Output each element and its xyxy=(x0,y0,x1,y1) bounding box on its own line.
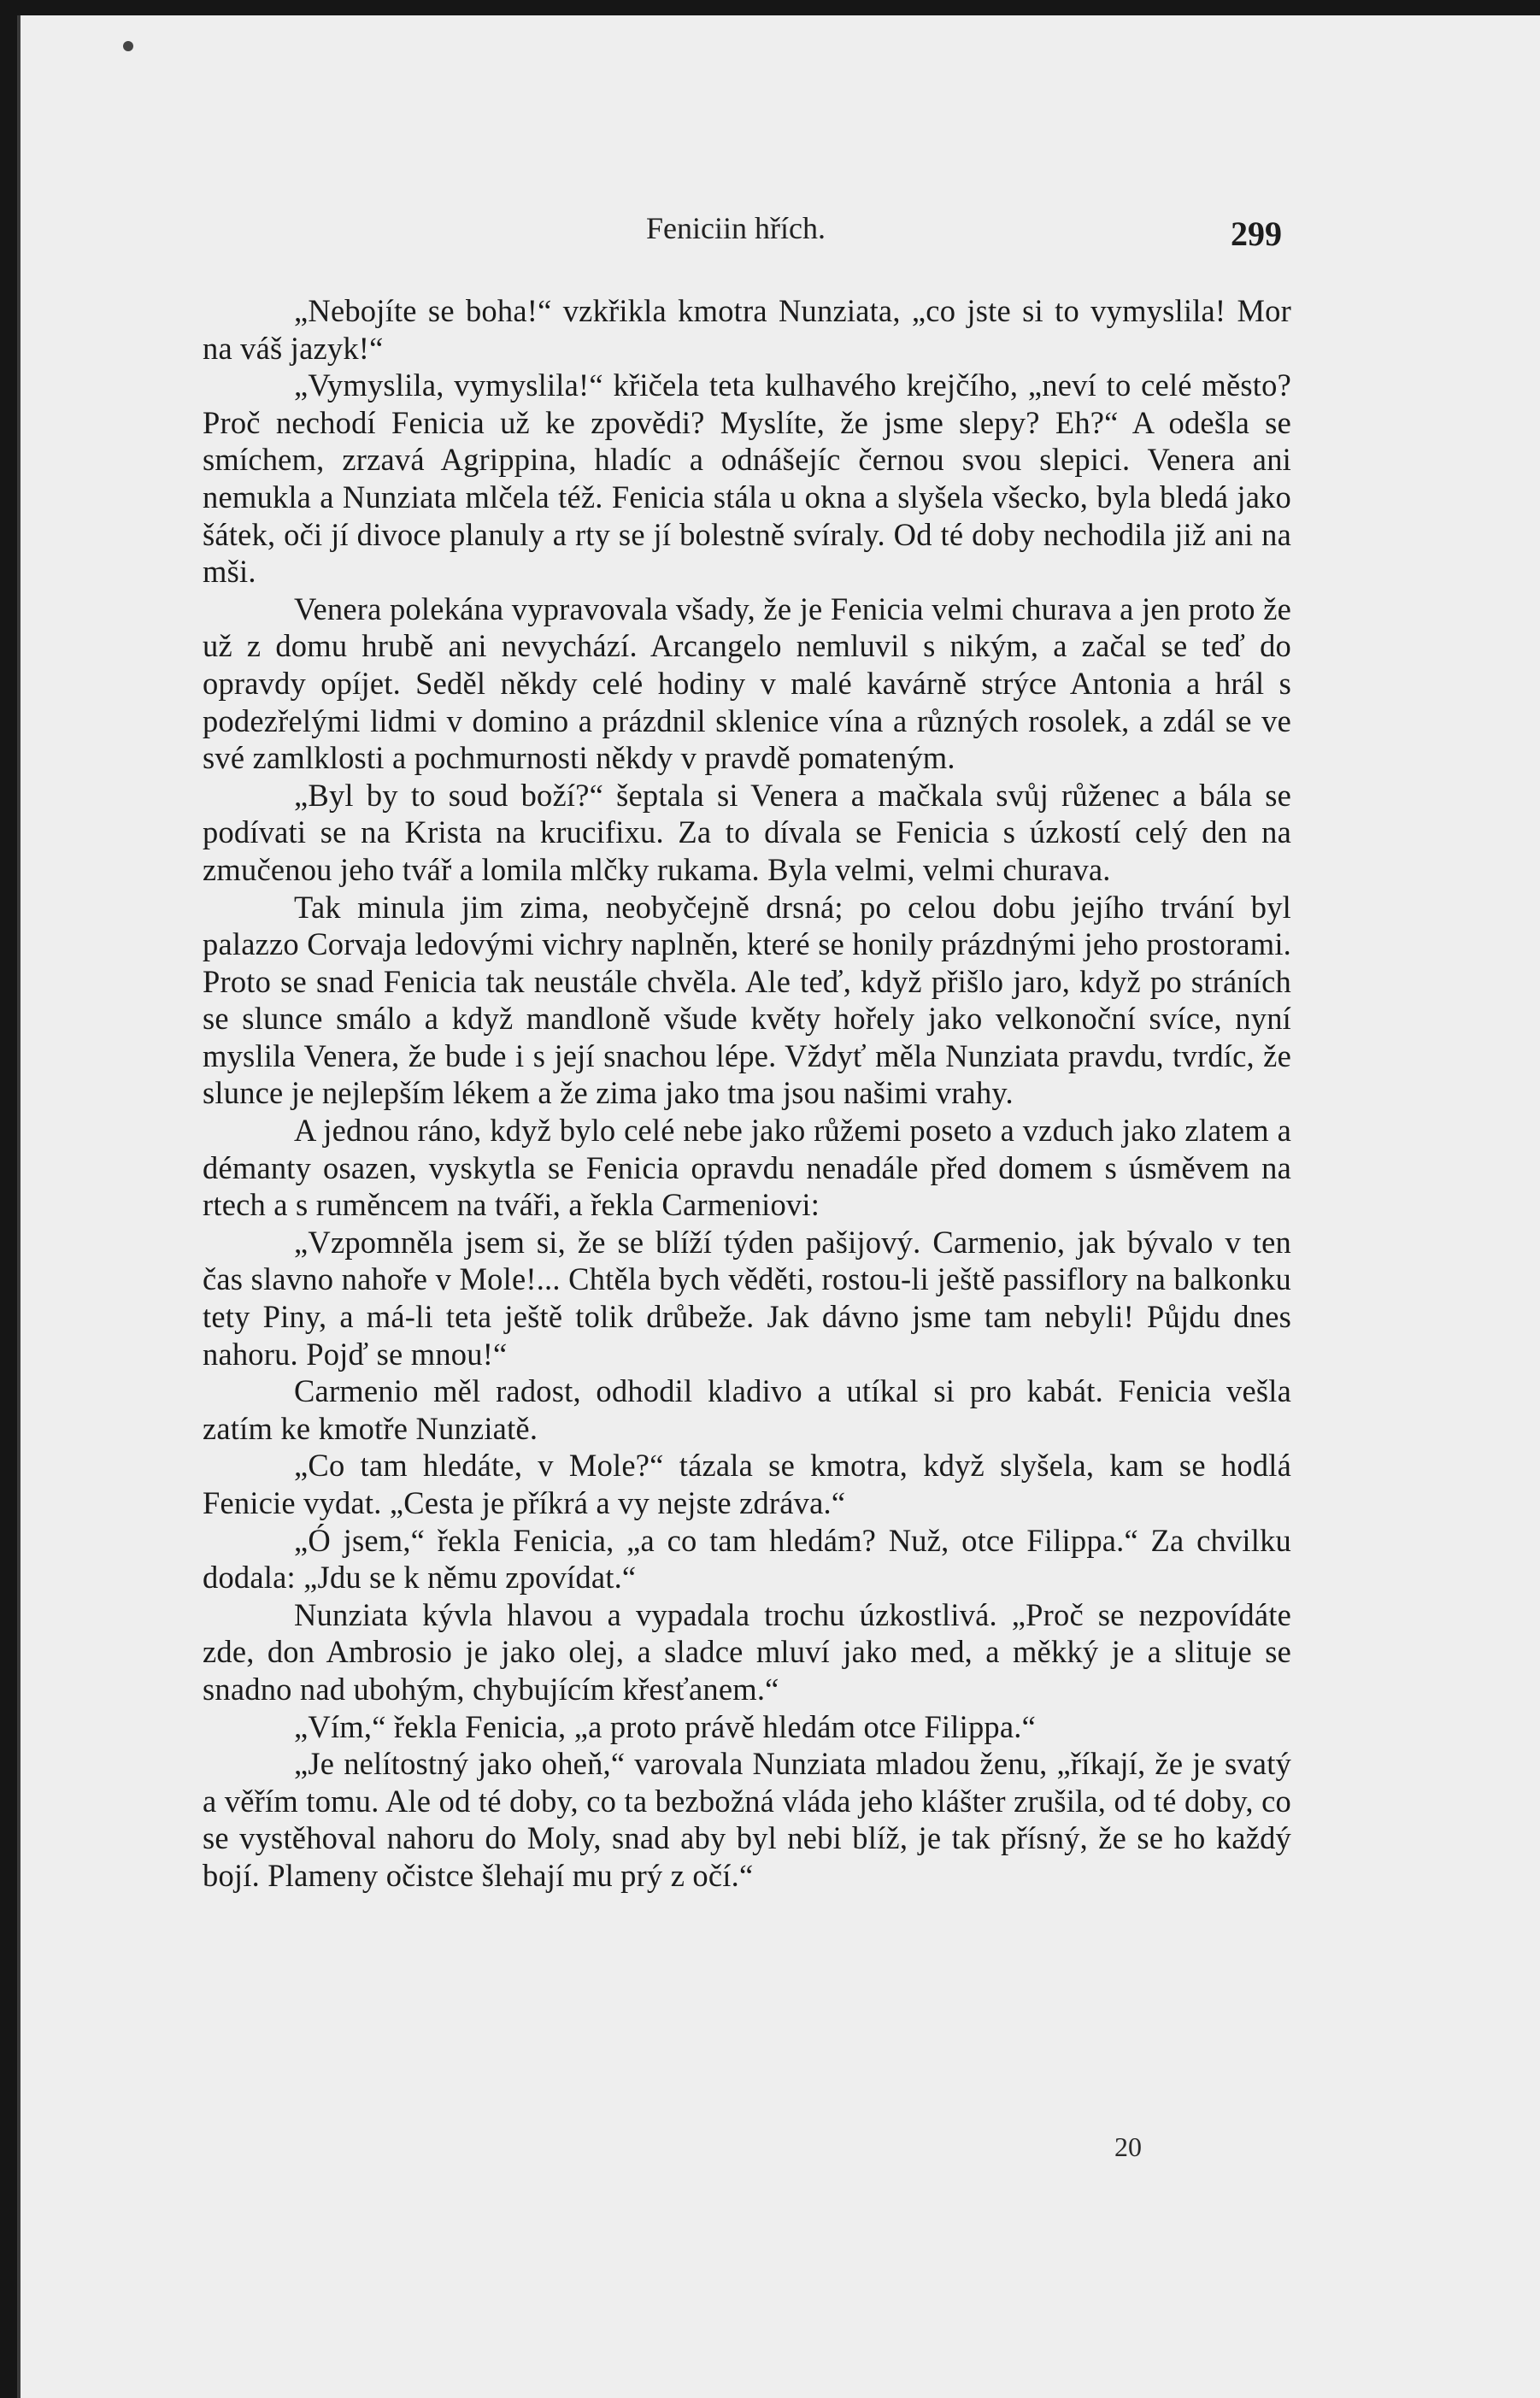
book-page xyxy=(17,15,1540,2398)
running-head-title: Feniciin hřích. xyxy=(646,211,826,245)
paragraph: „Co tam hledáte, v Mole?“ tázala se kmotra, když slyšela, kam se hodlá Fenicie vydat. „Cesta je příkrá a vy nejste zdráva.“ xyxy=(203,1448,1291,1520)
signature-mark: 20 xyxy=(1114,2131,1142,2162)
paragraph: Carmenio měl radost, odhodil kladivo a utíkal si pro kabát. Fenicia vešla zatím ke kmotře Nunziatě. xyxy=(203,1373,1291,1446)
paragraph: „Vím,“ řekla Fenicia, „a proto právě hledám otce Filippa.“ xyxy=(294,1708,1036,1744)
page-number: 299 xyxy=(1231,215,1282,253)
ink-blot xyxy=(123,41,133,51)
paragraph: „Vzpomněla jsem si, že se blíží týden pašijový. Carmenio, jak bývalo v ten čas slavno nahoře v Mole!... Chtěla bych věděti, rostou-li ještě passiflory na balkonku tety Piny, a má-li teta ještě tolik drůbeže. Jak dávno jsme tam nebyli! Půjdu dnes nahoru. Pojď se mnou!“ xyxy=(203,1224,1291,1372)
paragraph: „Ó jsem,“ řekla Fenicia, „a co tam hledám? Nuž, otce Filippa.“ Za chvilku dodala: „Jdu se k němu zpovídat.“ xyxy=(203,1522,1291,1596)
paragraph: „Nebojíte se boha!“ vzkřikla kmotra Nunziata, „co jste si to vymyslila! Mor na váš jazyk!“ xyxy=(203,293,1291,366)
paragraph: Nunziata kývla hlavou a vypadala trochu úzkostlivá. „Proč se nezpovídáte zde, don Ambrosio je jako olej, a sladce mluví jako med, a měkký je a slituje se snadno nad ubohým, chybujícím křesťanem.“ xyxy=(203,1596,1291,1707)
paragraph: „Byl by to soud boží?“ šeptala si Venera a mačkala svůj růženec a bála se podívati se na Krista na krucifixu. Za to dívala se Fenicia s úzkostí celý den na zmučenou jeho tvář a lomila mlčky rukama. Byla velmi, velmi churava. xyxy=(203,777,1291,887)
paragraph: Venera polekána vypravovala všady, že je Fenicia velmi churava a jen proto že už z domu hrubě ani nevychází. Arcangelo nemluvil s nikým, a začal se teď do opravdy opíjet. Seděl někdy celé hodiny v malé kavárně strýce Antonia a hrál s podezřelými lidmi v domino a prázdnil sklenice vína a různých rosolek, a zdál se ve své zamlklosti a pochmurnosti někdy v pravdě pomateným. xyxy=(203,591,1291,776)
paragraph: „Je nelítostný jako oheň,“ varovala Nunziata mladou ženu, „říkají, že je svatý a věřím tomu. Ale od té doby, co ta bezbožná vláda jeho klášter zrušila, od té doby, co se vystěhoval nahoru do Moly, snad aby byl nebi blíž, je tak přísný, že se ho každý bojí. Plameny očistce šlehají mu prý z očí.“ xyxy=(203,1746,1291,1893)
body-text xyxy=(203,292,1291,1895)
paragraph: A jednou ráno, když bylo celé nebe jako růžemi poseto a vzduch jako zlatem a démanty osazen, vyskytla se Fenicia opravdu nenadále před domem s úsměvem na rtech a s ruměncem na tváři, a řekla Carmeniovi: xyxy=(203,1113,1291,1223)
paragraph: „Vymyslila, vymyslila!“ křičela teta kulhavého krejčího, „neví to celé město? Proč nechodí Fenicia už ke zpovědi? Myslíte, že jsme slepy? Eh?“ A odešla se smíchem, zrzavá Agrippina, hladíc a odnášejíc černou svou slepici. Venera ani nemukla a Nunziata mlčela též. Fenicia stála u okna a slyšela všecko, byla bledá jako šátek, oči jí divoce planuly a rty se jí bolestně svíraly. Od té doby nechodila již ani na mši. xyxy=(203,367,1291,590)
paragraph: Tak minula jim zima, neobyčejně drsná; po celou dobu jejího trvání byl palazzo Corvaja ledovými vichry naplněn, které se honily prázdnými jeho prostorami. Proto se snad Fenicia tak neustále chvěla. Ale teď, když přišlo jaro, když po stráních se slunce smálo a když mandloně všude květy hořely jako velkonoční svíce, nyní myslila Venera, že bude i s její snachou lépe. Vždyť měla Nunziata pravdu, tvrdíc, že slunce je nejlepším lékem a že zima jako tma jsou našimi vrahy. xyxy=(203,889,1291,1111)
